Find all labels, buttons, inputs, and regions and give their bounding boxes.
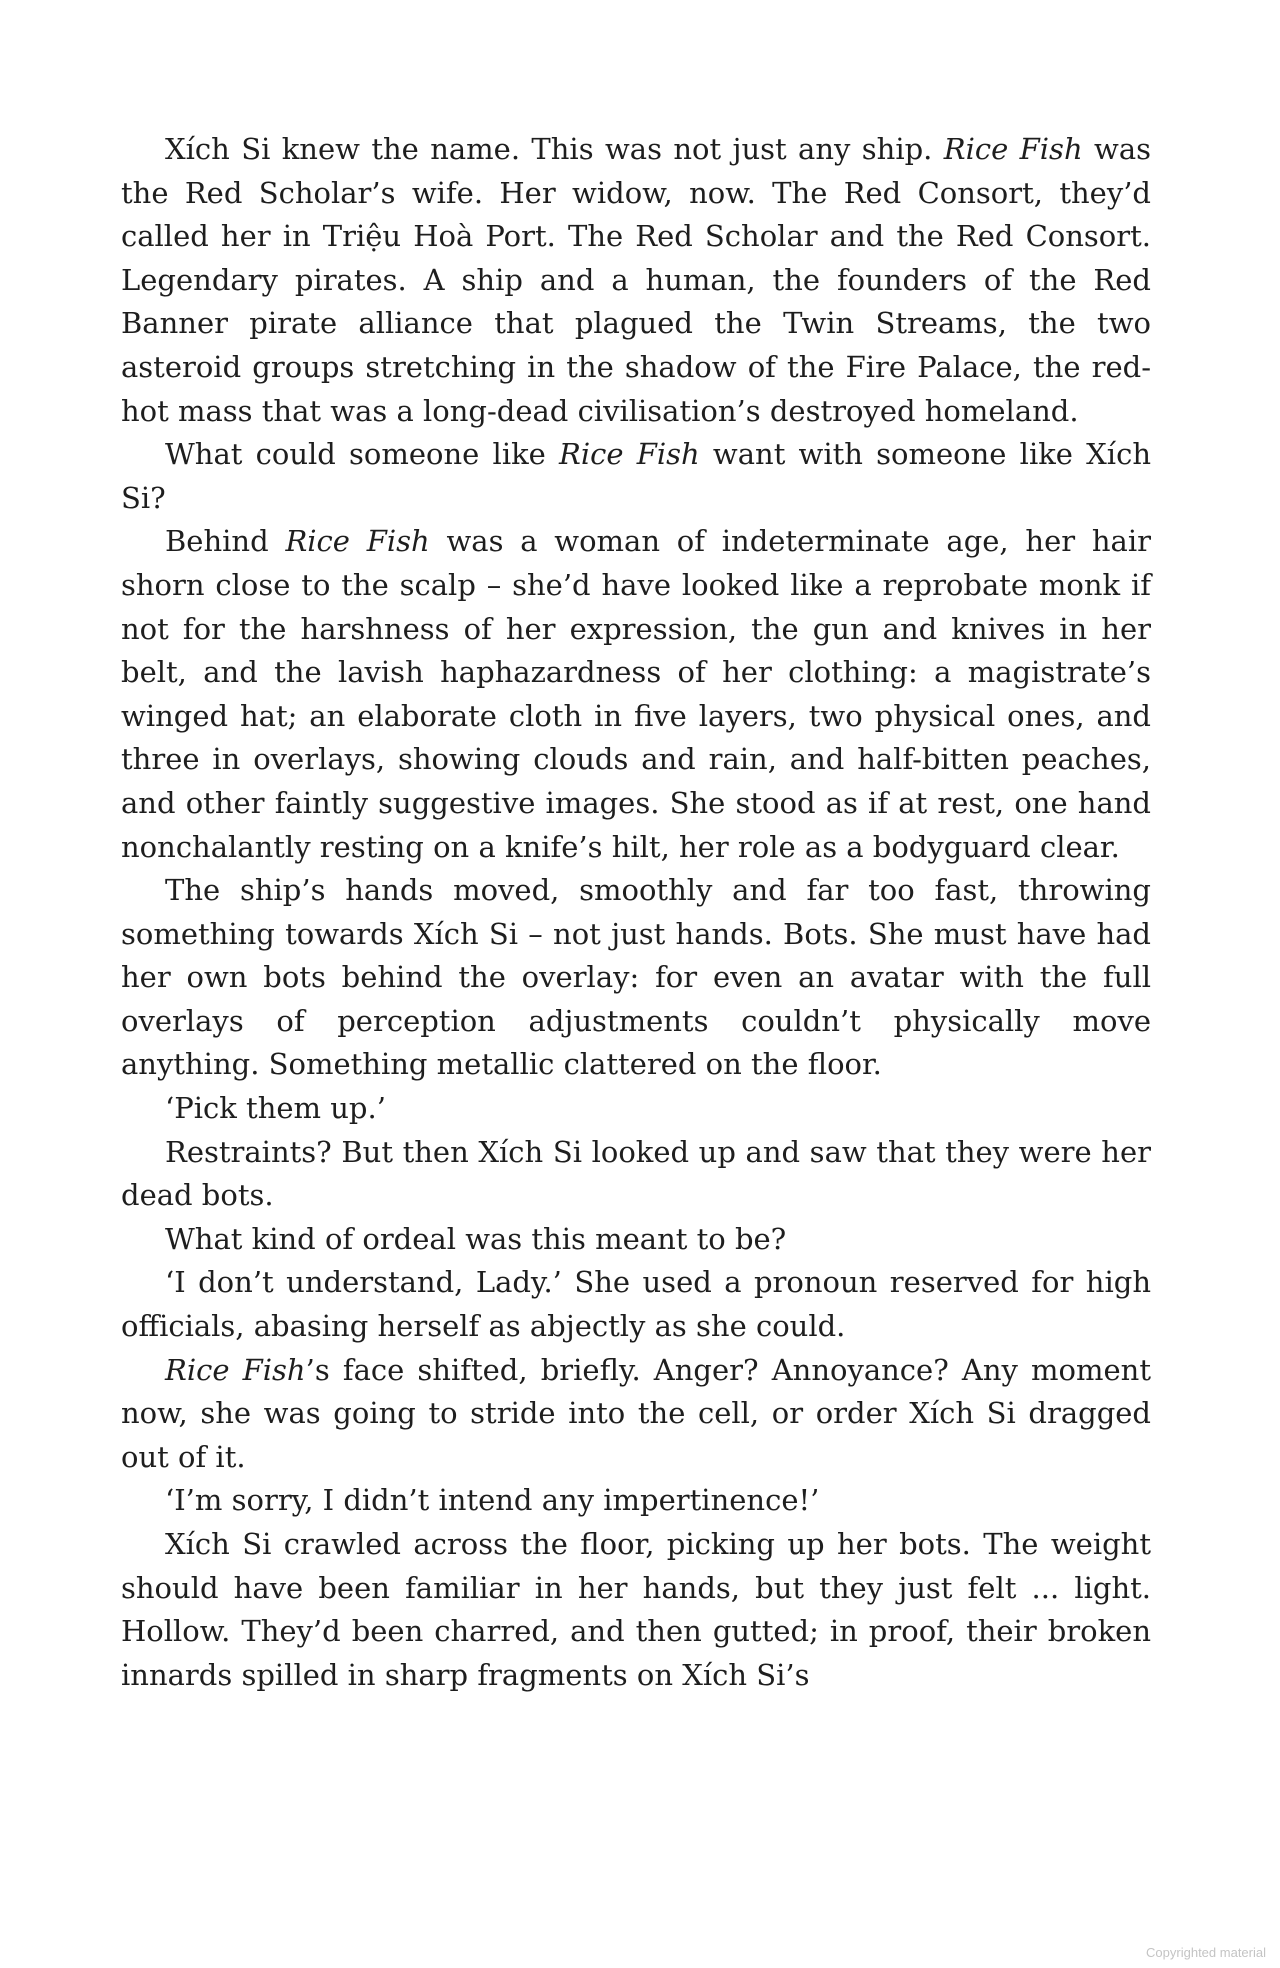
book-page-body — [121, 128, 1151, 1697]
paragraph: ‘I don’t understand, Lady.’ She used a pronoun reserved for high officials, abasing herself as abjectly as she could. — [121, 1265, 1151, 1344]
paragraph: ‘Pick them up.’ — [165, 1091, 386, 1126]
paragraph: What could someone like Rice Fish want with someone like Xích Si? — [121, 437, 1151, 515]
paragraph: Behind Rice Fish was a woman of indeterminate age, her hair shorn close to the scalp – she’d have looked like a reprobate monk if not for the harshness of her expression, the gun and knives in her belt, and the lavish haphazardness of her clothing: a magistrate’s winged hat; an elaborate cloth in five layers, two physical ones, and three in overlays, showing clouds and rain, and half-bitten peaches, and other faintly suggestive images. She stood as if at rest, one hand nonchalantly resting on a knife’s hilt, her role as a bodyguard clear. — [121, 524, 1151, 864]
paragraph: ‘I’m sorry, I didn’t intend any impertinence!’ — [165, 1483, 820, 1518]
paragraph: Xích Si crawled across the floor, picking up her bots. The weight should have been familiar in her hands, but they just felt ... light. Hollow. They’d been charred, and then gutted; in proof, their broken innards spilled in sharp fragments on Xích Si’s — [121, 1527, 1151, 1692]
paragraph: Xích Si knew the name. This was not just any ship. Rice Fish was the Red Scholar’s wife. Her widow, now. The Red Consort, they’d called her in Triệu Hoà Port. The Red Scholar and the Red Consort. Legendary pirates. A ship and a human, the founders of the Red Banner pirate alliance that plagued the Twin Streams, the two asteroid groups stretching in the shadow of the Fire Palace, the red-hot mass that was a long-dead civilisation’s destroyed homeland. — [121, 132, 1151, 428]
paragraph: Rice Fish’s face shifted, briefly. Anger? Annoyance? Any moment now, she was going to stride into the cell, or order Xích Si dragged out of it. — [121, 1352, 1151, 1474]
paragraph: Restraints? But then Xích Si looked up and saw that they were her dead bots. — [121, 1134, 1151, 1213]
paragraph: The ship’s hands moved, smoothly and far too fast, throwing something towards Xích Si – not just hands. Bots. She must have had her own bots behind the overlay: for even an avatar with the full overlays of perception adjustments couldn’t physically move anything. Something metallic clattered on the floor. — [121, 873, 1151, 1082]
copyright-notice: Copyrighted material — [1146, 1945, 1266, 1960]
paragraph: What kind of ordeal was this meant to be? — [165, 1221, 787, 1256]
